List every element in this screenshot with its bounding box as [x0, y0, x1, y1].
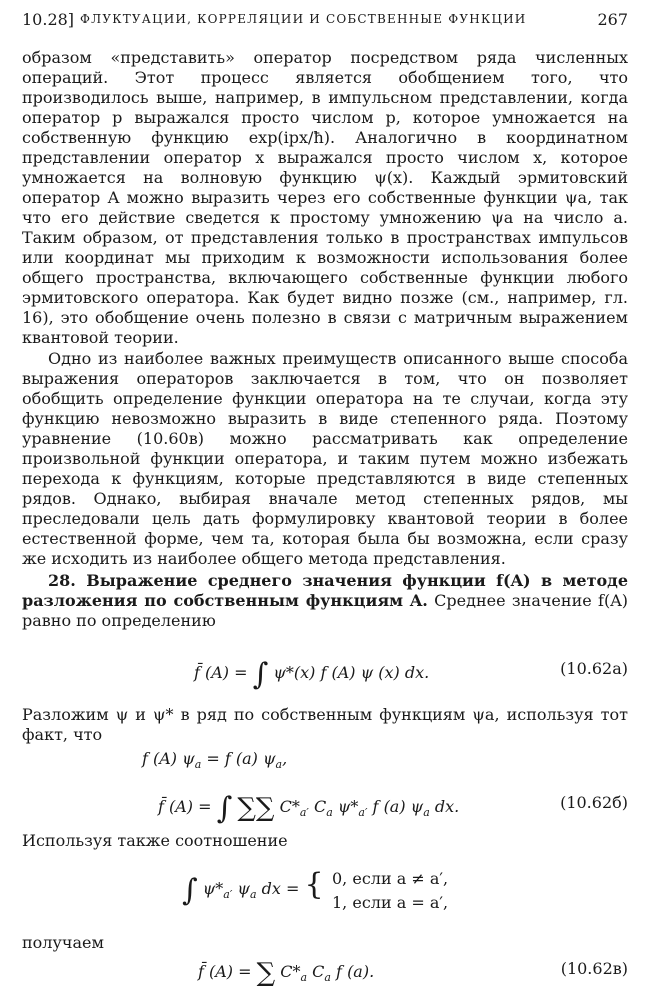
paragraph-result-intro: получаем	[22, 933, 104, 952]
header-chapter-title: ФЛУКТУАЦИИ, КОРРЕЛЯЦИИ И СОБСТВЕННЫЕ ФУНКЦИИ	[80, 12, 527, 26]
running-header	[22, 6, 628, 32]
equation-10-62a-number: (10.62а)	[560, 659, 628, 678]
paragraph-advantages: Одно из наиболее важных преимуществ описанного выше способа выражения операторов заключается в том, что он позволяет обобщить определение функции оператора на те случаи, когда эту функцию невозможно выразить в виде степенного ряда. Поэтому уравнение (10.60в) можно рассматривать как определение произвольной функции оператора, и таким путем можно избежать перехода к функциям, которые представляются в виде степенных рядов. Однако, выбирая вначале метод степенных рядов, мы преследовали цель дать формулировку квантовой теории в более естественной форме, чем та, которая была бы возможна, если сразу же исходить из наиболее общего метода представления.	[22, 349, 628, 568]
equation-10-62a-formula: f̄ (A) = ∫ ψ*(x) f (A) ψ (x) dx.	[194, 657, 430, 692]
equation-10-62v	[22, 953, 628, 988]
page-number: 267	[597, 10, 628, 29]
page-body	[22, 48, 628, 988]
equation-10-62b	[22, 773, 628, 831]
orthogonality-case-1: 0, если a ≠ a′,	[332, 869, 449, 888]
header-section-number: 10.28]	[22, 10, 75, 29]
equation-eigen-relation-formula: f (A) $\psi_a = f$ (a) $\psi_a$,	[142, 749, 288, 772]
equation-orthogonality	[22, 855, 628, 933]
orthogonality-case-2: 1, если a = a′,	[332, 893, 449, 912]
equation-10-62v-formula: f̄ (A) = ∑ $C*_a$ $C_a$ f (a).	[198, 958, 375, 988]
equation-eigen-relation	[22, 745, 628, 773]
equation-10-62a	[22, 637, 628, 699]
equation-10-62b-formula: f̄ (A) = ∫ ∑∑ $C*_{a'}$ $C_a$ $\psi*_{a'}$ f (a) $\psi_a$ dx.	[158, 791, 460, 826]
section-28-heading: 28. Выражение среднего значения функции f(A) в методе разложения по собственным функциям A.	[22, 571, 628, 610]
paragraph-operator-representation: образом «представить» оператор посредством ряда численных операций. Этот процесс является обобщением того, что производилось выше, например, в импульсном представлении, когда оператор p выражался просто числом p, которое умножается на собственную функцию exp(ipx/ħ). Аналогично в координатном представлении оператор x выражался просто числом x, которое умножается на волновую функцию ψ(x). Каждый эрмитовский оператор A можно выразить через его собственные функции ψa, так что его действие сведется к простому умножению ψa на число a. Таким образом, от представления только в пространствах импульсов или координат мы приходим к возможности использования более общего пространства, включающего собственные функции любого эрмитовского оператора. Как будет видно позже (см., например, гл. 16), это обобщение очень полезно в связи с матричным выражением квантовой теории.	[22, 48, 628, 347]
section-28-text: Среднее значение f(A) равно по определению	[22, 591, 628, 630]
paragraph-orthogonality-intro: Используя также соотношение	[22, 831, 288, 850]
paragraph-expansion: Разложим ψ и ψ* в ряд по собственным функциям ψa, используя тот факт, что	[22, 705, 628, 744]
equation-10-62v-number: (10.62в)	[560, 959, 628, 978]
section-28-paragraph	[22, 571, 628, 631]
equation-orthogonality-formula: ∫ $\psi*_{a'}$ $\psi_a$ dx = {	[182, 867, 324, 908]
equation-10-62b-number: (10.62б)	[560, 793, 628, 812]
